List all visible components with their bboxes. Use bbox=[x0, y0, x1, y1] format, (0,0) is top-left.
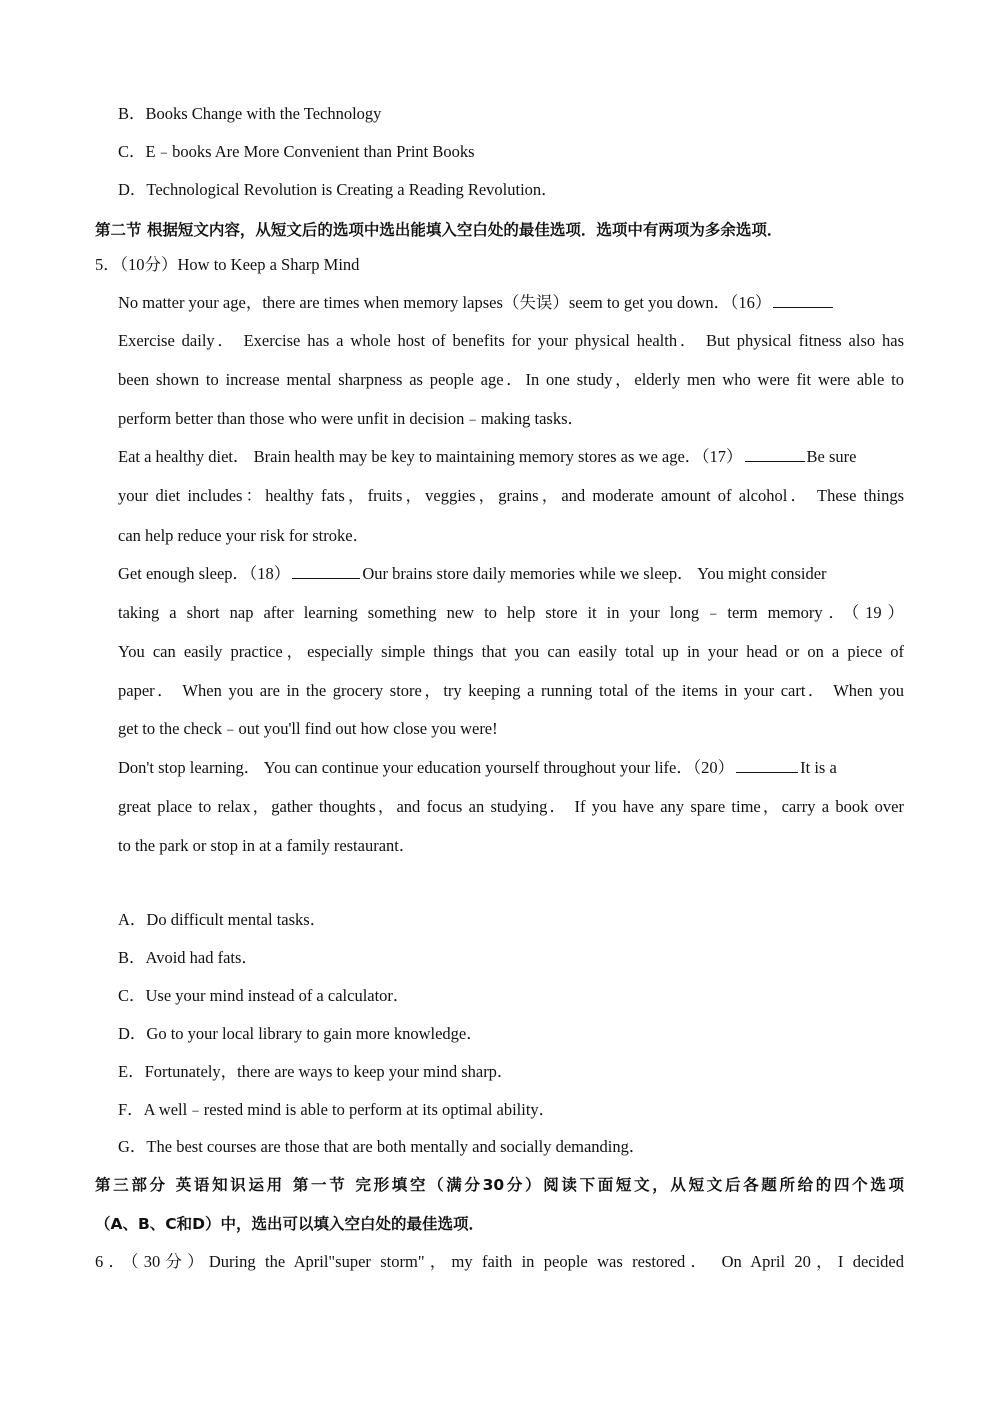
passage-text: Don't stop learning． You can continue your education yourself throughout your life．（20） bbox=[118, 758, 735, 777]
passage-text: No matter your age，there are times when memory lapses（失误）seem to get you down．（16） bbox=[118, 293, 772, 312]
passage-line: perform better than those who were unfit in decision﹣making tasks． bbox=[118, 409, 585, 428]
passage-line: taking a short nap after learning something new to help store it in your long﹣term memory．（19） bbox=[118, 603, 904, 622]
passage-text: It is a bbox=[800, 758, 837, 777]
option-f: F．A well﹣rested mind is able to perform at its optimal ability． bbox=[118, 1100, 556, 1119]
passage-text: Eat a healthy diet． Brain health may be key to maintaining memory stores as we age．（17） bbox=[118, 447, 743, 466]
option-e: E．Fortunately，there are ways to keep your mind sharp． bbox=[118, 1062, 514, 1081]
passage-text: Get enough sleep．（18） bbox=[118, 564, 291, 583]
part3-heading-line1: 第三部分 英语知识运用 第一节 完形填空（满分30分）阅读下面短文，从短文后各题所给的四个选项 bbox=[95, 1176, 904, 1194]
option-b: B．Avoid had fats． bbox=[118, 948, 258, 967]
part3-heading-line2: （A、B、C和D）中，选出可以填入空白处的最佳选项． bbox=[95, 1215, 485, 1233]
passage-line: to the park or stop in at a family restaurant． bbox=[118, 836, 416, 855]
passage-line: Exercise daily． Exercise has a whole host of benefits for your physical health． But physical fitness also has bbox=[118, 331, 904, 350]
passage-text: Our brains store daily memories while we sleep． You might consider bbox=[362, 564, 827, 583]
passage-line bbox=[118, 758, 837, 778]
section2-heading: 第二节 根据短文内容，从短文后的选项中选出能填入空白处的最佳选项．选项中有两项为多余选项． bbox=[95, 221, 783, 239]
passage-line bbox=[118, 293, 835, 313]
passage-line: been shown to increase mental sharpness as people age．In one study，elderly men who were fit were able to bbox=[118, 370, 904, 389]
option-d: D．Go to your local library to gain more knowledge． bbox=[118, 1024, 483, 1043]
passage-line bbox=[118, 564, 827, 584]
question-5-header: 5．（10分）How to Keep a Sharp Mind bbox=[95, 255, 360, 274]
question-6-line: 6．（30分）During the April"super storm"，my faith in people was restored． On April 20，I decided bbox=[95, 1252, 904, 1271]
passage-text: Be sure bbox=[806, 447, 857, 466]
passage-line: can help reduce your risk for stroke． bbox=[118, 526, 370, 545]
passage-line bbox=[118, 447, 857, 467]
option-b-prev: B．Books Change with the Technology bbox=[118, 104, 382, 123]
answer-blank-16[interactable] bbox=[773, 293, 833, 308]
option-a: A．Do difficult mental tasks． bbox=[118, 910, 327, 929]
answer-blank-18[interactable] bbox=[292, 564, 360, 579]
passage-line: your diet includes：healthy fats，fruits，veggies，grains，and moderate amount of alcohol． These things bbox=[118, 486, 904, 505]
passage-line: get to the check﹣out you'll find out how close you were! bbox=[118, 719, 498, 738]
answer-blank-20[interactable] bbox=[736, 758, 798, 773]
answer-blank-17[interactable] bbox=[745, 447, 805, 462]
option-c: C．Use your mind instead of a calculator． bbox=[118, 986, 410, 1005]
option-c-prev: C．E﹣books Are More Convenient than Print Books bbox=[118, 142, 475, 161]
passage-line: great place to relax，gather thoughts，and focus an studying． If you have any spare time，carry a book over bbox=[118, 797, 904, 816]
option-g: G．The best courses are those that are both mentally and socially demanding． bbox=[118, 1137, 646, 1156]
passage-line: paper． When you are in the grocery store，try keeping a running total of the items in your cart． When you bbox=[118, 681, 904, 700]
passage-line: You can easily practice，especially simple things that you can easily total up in your head or on a piece of bbox=[118, 642, 904, 661]
option-d-prev: D．Technological Revolution is Creating a Reading Revolution． bbox=[118, 180, 558, 199]
